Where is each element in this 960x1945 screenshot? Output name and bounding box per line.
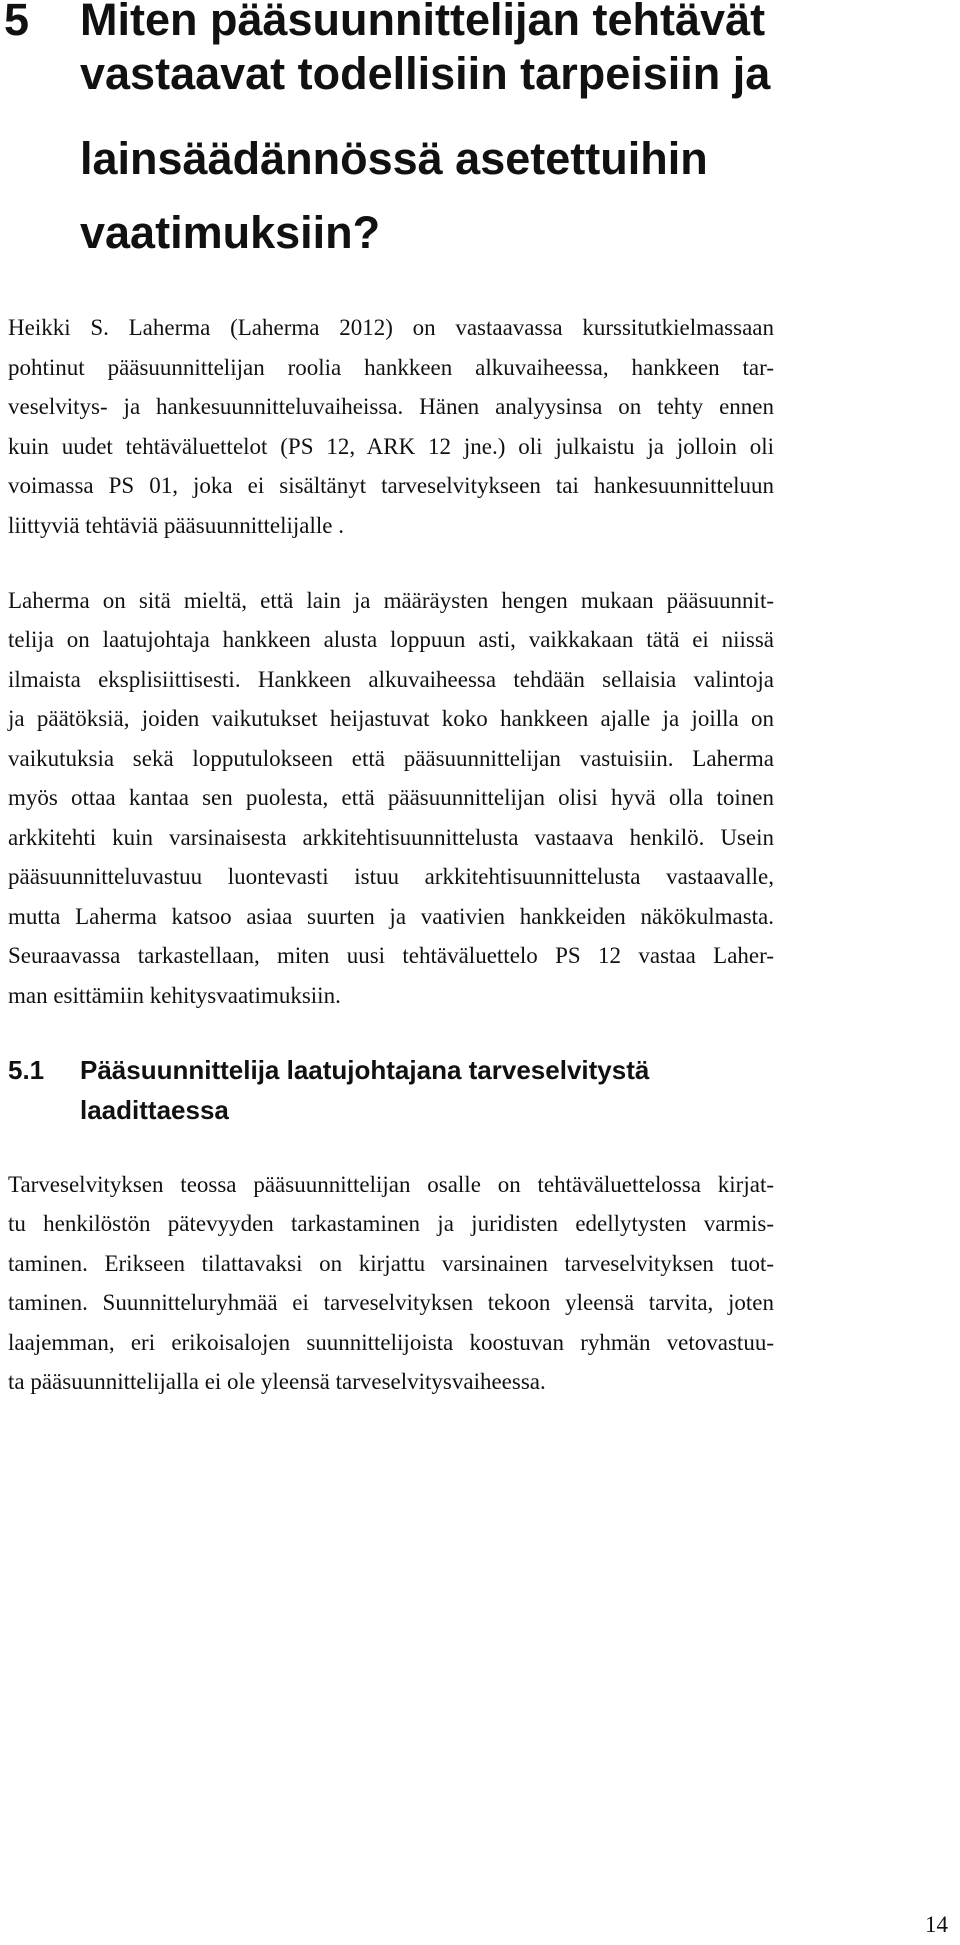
text-line: Heikki S. Laherma (Laherma 2012) on vastaavassa kurssitutkielmassaan: [8, 315, 774, 340]
section-title-line: laadittaessa: [80, 1095, 229, 1125]
section-title-line: Pääsuunnittelija laatujohtajana tarveselvitystä: [80, 1055, 650, 1085]
text-line: mutta Laherma katsoo asiaa suurten ja vaativien hankkeiden näkökulmasta.: [8, 904, 774, 929]
text-line: pohtinut pääsuunnittelijan roolia hankkeen alkuvaiheessa, hankkeen tar-: [8, 355, 774, 380]
chapter-title-line: vaatimuksiin?: [80, 207, 381, 258]
text-line: taminen. Suunnitteluryhmää ei tarveselvityksen tekoon yleensä tarvita, joten: [8, 1290, 774, 1315]
chapter-title-line: lainsäädännössä asetettuihin: [80, 133, 708, 184]
text-line: pääsuunnitteluvastuu luontevasti istuu arkkitehtisuunnittelusta vastaavalle,: [8, 864, 774, 889]
text-line: veselvitys- ja hankesuunnitteluvaiheissa. Hänen analyysinsa on tehty ennen: [8, 394, 774, 419]
text-line: ilmaista eksplisiittisesti. Hankkeen alkuvaiheessa tehdään sellaisia valintoja: [8, 667, 774, 692]
chapter-title-line: vastaavat todellisiin tarpeisiin ja: [80, 48, 771, 99]
text-line: kuin uudet tehtäväluettelot (PS 12, ARK 12 jne.) oli julkaistu ja jolloin oli: [8, 434, 774, 459]
text-line: arkkitehti kuin varsinaisesta arkkitehtisuunnittelusta vastaava henkilö. Usein: [8, 825, 774, 850]
text-line: telija on laatujohtaja hankkeen alusta loppuun asti, vaikkakaan tätä ei niissä: [8, 627, 774, 652]
chapter-title-line: Miten pääsuunnittelijan tehtävät: [80, 0, 766, 45]
text-line: tu henkilöstön pätevyyden tarkastaminen ja juridisten edellytysten varmis-: [8, 1211, 774, 1236]
text-line: liittyviä tehtäviä pääsuunnittelijalle .: [8, 513, 344, 538]
section-number: 5.1: [8, 1055, 45, 1085]
text-line: ja päätöksiä, joiden vaikutukset heijastuvat koko hankkeen ajalle ja joilla on: [8, 706, 774, 731]
chapter-number: 5: [4, 0, 30, 45]
text-line: taminen. Erikseen tilattavaksi on kirjattu varsinainen tarveselvityksen tuot-: [8, 1251, 774, 1276]
text-line: vaikutuksia sekä lopputulokseen että pääsuunnittelijan vastuisiin. Laherma: [8, 746, 774, 771]
page-number: 14: [925, 1912, 948, 1937]
text-line: ta pääsuunnittelijalla ei ole yleensä tarveselvitysvaiheessa.: [8, 1369, 546, 1394]
text-line: myös ottaa kantaa sen puolesta, että pääsuunnittelijan olisi hyvä olla toinen: [8, 785, 774, 810]
text-line: Seuraavassa tarkastellaan, miten uusi tehtäväluettelo PS 12 vastaa Laher-: [8, 943, 774, 968]
text-line: Laherma on sitä mieltä, että lain ja määräysten hengen mukaan pääsuunnit-: [8, 588, 774, 613]
text-line: laajemman, eri erikoisalojen suunnittelijoista koostuvan ryhmän vetovastuu-: [8, 1330, 774, 1355]
text-line: voimassa PS 01, joka ei sisältänyt tarveselvitykseen tai hankesuunnitteluun: [8, 473, 774, 498]
text-line: man esittämiin kehitysvaatimuksiin.: [8, 983, 341, 1008]
text-line: Tarveselvityksen teossa pääsuunnittelijan osalle on tehtäväluettelossa kirjat-: [8, 1172, 774, 1197]
